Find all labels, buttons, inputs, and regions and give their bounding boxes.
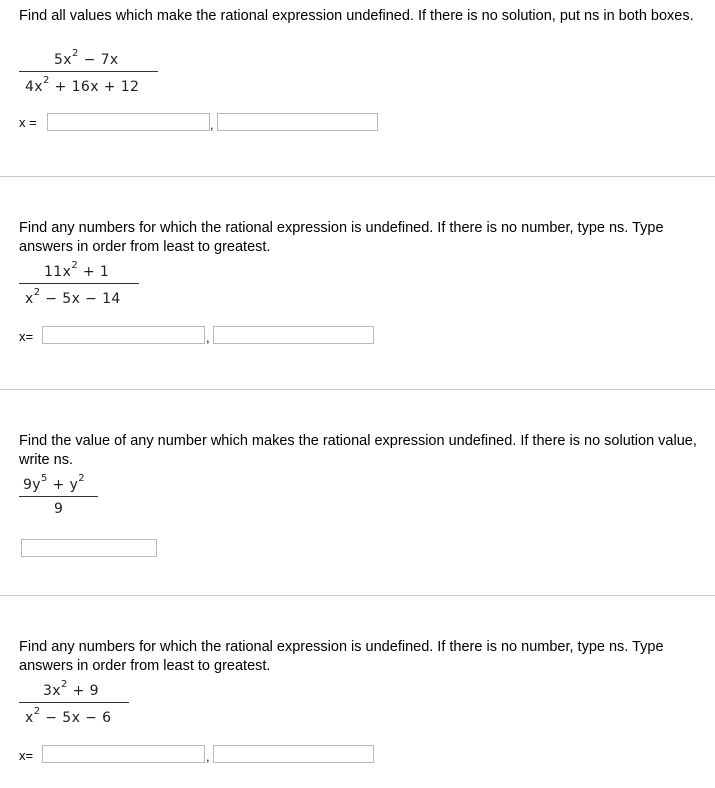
- numerator: $5x^2 - 7x$: [54, 48, 119, 68]
- answer-input-2[interactable]: [217, 113, 378, 131]
- fraction-bar: [19, 496, 98, 497]
- answer-separator: ,: [206, 330, 210, 345]
- answer-separator: ,: [206, 749, 210, 764]
- denominator: $x^2 - 5x - 14$: [25, 287, 121, 307]
- answer-input-1[interactable]: [42, 745, 205, 763]
- x-label: x=: [19, 748, 34, 763]
- answer-input-1[interactable]: [42, 326, 205, 344]
- question-prompt: Find any numbers for which the rational expression is undefined. If there is no number, type ns. Type answers in order from least to greatest.: [19, 639, 664, 674]
- denominator: $4x^2 + 16x + 12$: [25, 75, 140, 95]
- question-divider: [0, 176, 715, 177]
- question-divider: [0, 389, 715, 390]
- answer-separator: ,: [210, 117, 214, 132]
- numerator: $9y^5 + y^2$: [23, 473, 86, 493]
- question-prompt: Find the value of any number which makes the rational expression undefined. If there is no solution value, write ns.: [19, 433, 697, 468]
- answer-input[interactable]: [21, 539, 157, 557]
- denominator: $x^2 - 5x - 6$: [25, 706, 112, 726]
- answer-input-2[interactable]: [213, 326, 374, 344]
- question-prompt: Find any numbers for which the rational expression is undefined. If there is no number, type ns. Type answers in order from least to greatest.: [19, 220, 664, 255]
- answer-input-2[interactable]: [213, 745, 374, 763]
- x-label: x =: [19, 115, 37, 130]
- question-prompt: Find all values which make the rational expression undefined. If there is no solution, put ns in both boxes.: [19, 8, 694, 24]
- numerator: $3x^2 + 9$: [43, 679, 99, 699]
- question-divider: [0, 595, 715, 596]
- x-label: x=: [19, 329, 34, 344]
- numerator: $11x^2 + 1$: [44, 260, 110, 280]
- answer-input-1[interactable]: [47, 113, 210, 131]
- denominator: 9: [54, 501, 64, 517]
- fraction-bar: [19, 283, 139, 284]
- fraction-bar: [19, 702, 129, 703]
- fraction-bar: [19, 71, 158, 72]
